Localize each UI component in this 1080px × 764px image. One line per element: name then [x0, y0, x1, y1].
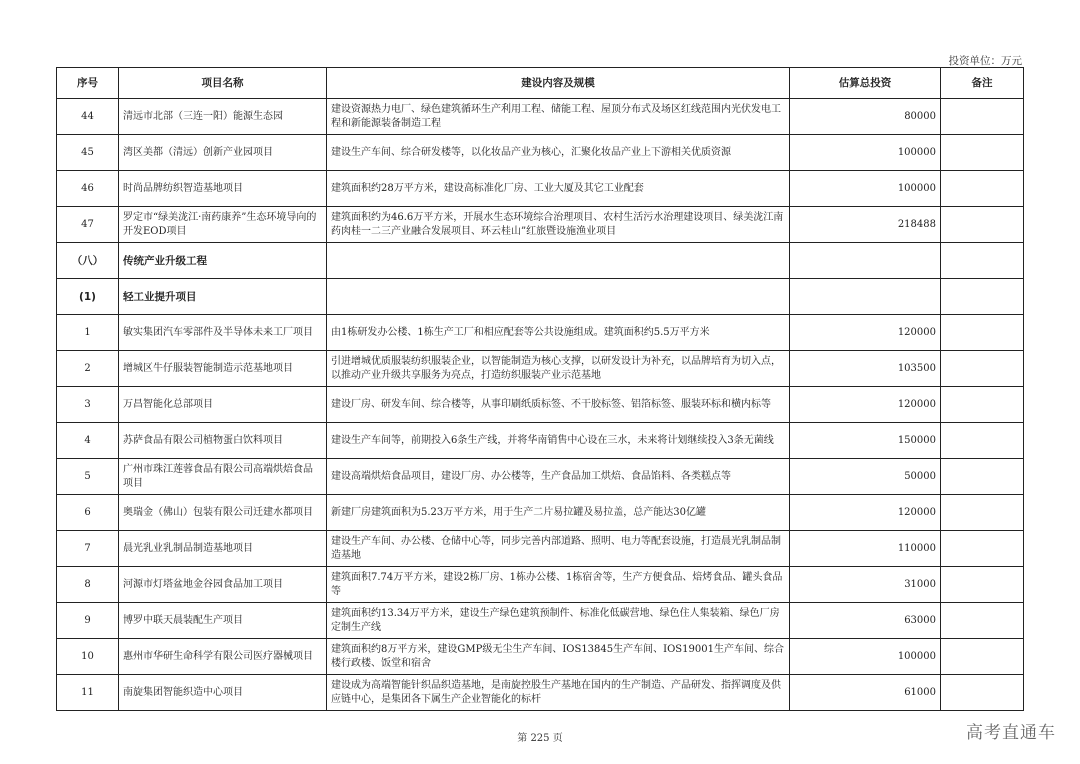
row-remark	[941, 387, 1024, 423]
header-project-name: 项目名称	[119, 68, 327, 99]
row-content: 新建厂房建筑面积为5.23万平方米，用于生产二片易拉罐及易拉盖，总产能达30亿罐	[327, 495, 790, 531]
row-project-name: 增城区牛仔服装智能制造示范基地项目	[119, 351, 327, 387]
row-investment: 120000	[790, 315, 941, 351]
row-project-name: 湾区美都（清远）创新产业园项目	[119, 135, 327, 171]
table-row	[57, 99, 1024, 135]
row-remark	[941, 639, 1024, 675]
section-title: 轻工业提升项目	[119, 279, 327, 315]
table-row	[57, 603, 1024, 639]
header-index: 序号	[57, 68, 119, 99]
row-content: 建设生产车间等，前期投入6条生产线，并将华南销售中心设在三水，未来将计划继续投入3条无菌线	[327, 423, 790, 459]
row-content: 建筑面积7.74万平方米，建设2栋厂房、1栋办公楼、1栋宿舍等，生产方便食品、焙烤食品、罐头食品等	[327, 567, 790, 603]
table-row	[57, 639, 1024, 675]
section-index: (1)	[57, 279, 119, 315]
row-remark	[941, 171, 1024, 207]
page-number: 第 225 页	[517, 733, 563, 744]
row-remark	[941, 207, 1024, 243]
row-content: 建设高端烘焙食品项目，建设厂房、办公楼等，生产食品加工烘焙、食品馅料、各类糕点等	[327, 459, 790, 495]
section-investment	[790, 279, 941, 315]
row-index: 44	[57, 99, 119, 135]
row-investment: 120000	[790, 387, 941, 423]
row-remark	[941, 135, 1024, 171]
row-index: 1	[57, 315, 119, 351]
row-remark	[941, 495, 1024, 531]
table-row	[57, 207, 1024, 243]
row-remark	[941, 567, 1024, 603]
row-investment: 61000	[790, 675, 941, 711]
row-investment: 63000	[790, 603, 941, 639]
row-content: 引进增城优质服装纺织服装企业，以智能制造为核心支撑，以研发设计为补充，以品牌培育为切入点，以推动产业升级共享服务为亮点，打造纺织服装产业示范基地	[327, 351, 790, 387]
row-project-name: 清远市北部（三连一阳）能源生态园	[119, 99, 327, 135]
table-row	[57, 351, 1024, 387]
row-remark	[941, 315, 1024, 351]
row-investment: 50000	[790, 459, 941, 495]
row-index: 8	[57, 567, 119, 603]
row-remark	[941, 351, 1024, 387]
table-row	[57, 135, 1024, 171]
row-content: 建设厂房、研发车间、综合楼等，从事印刷纸质标签、不干胶标签、铝箔标签、服装环标和横内标等	[327, 387, 790, 423]
table-row	[57, 567, 1024, 603]
row-content: 建设成为高端智能针织品织造基地，是南旋控股生产基地在国内的生产制造、产品研发、指挥调度及供应链中心，是集团各下属生产企业智能化的标杆	[327, 675, 790, 711]
project-table	[56, 67, 1024, 711]
row-investment: 100000	[790, 171, 941, 207]
row-project-name: 苏萨食品有限公司植物蛋白饮料项目	[119, 423, 327, 459]
row-investment: 31000	[790, 567, 941, 603]
section-remark	[941, 279, 1024, 315]
row-index: 4	[57, 423, 119, 459]
row-project-name: 奥瑞金（佛山）包装有限公司迁建水都项目	[119, 495, 327, 531]
row-index: 6	[57, 495, 119, 531]
row-investment: 150000	[790, 423, 941, 459]
row-index: 7	[57, 531, 119, 567]
table-header-row	[57, 68, 1024, 99]
row-index: 46	[57, 171, 119, 207]
header-investment: 估算总投资	[790, 68, 941, 99]
table-row	[57, 387, 1024, 423]
row-content: 由1栋研发办公楼、1栋生产工厂和相应配套等公共设施组成。建筑面积约5.5万平方米	[327, 315, 790, 351]
row-investment: 218488	[790, 207, 941, 243]
watermark-text: 高考直通车	[966, 723, 1056, 743]
section-investment	[790, 243, 941, 279]
row-investment: 103500	[790, 351, 941, 387]
table-row	[57, 495, 1024, 531]
row-investment: 80000	[790, 99, 941, 135]
header-remark: 备注	[941, 68, 1024, 99]
table-row	[57, 675, 1024, 711]
investment-unit-label: 投资单位：万元	[948, 55, 1022, 67]
row-project-name: 河源市灯塔盆地金谷园食品加工项目	[119, 567, 327, 603]
row-remark	[941, 675, 1024, 711]
section-remark	[941, 243, 1024, 279]
section-title: 传统产业升级工程	[119, 243, 327, 279]
table-row	[57, 531, 1024, 567]
row-content: 建设资源热力电厂、绿色建筑循环生产利用工程、储能工程、屋顶分布式及场区红线范围内光伏发电工程和新能源装备制造工程	[327, 99, 790, 135]
row-index: 2	[57, 351, 119, 387]
row-remark	[941, 459, 1024, 495]
row-index: 45	[57, 135, 119, 171]
table-row	[57, 423, 1024, 459]
table-row	[57, 459, 1024, 495]
header-content: 建设内容及规模	[327, 68, 790, 99]
row-investment: 120000	[790, 495, 941, 531]
section-content	[327, 279, 790, 315]
row-index: 9	[57, 603, 119, 639]
row-project-name: 晨光乳业乳制品制造基地项目	[119, 531, 327, 567]
row-remark	[941, 99, 1024, 135]
section-row	[57, 279, 1024, 315]
row-content: 建筑面积约为46.6万平方米，开展水生态环境综合治理项目、农村生活污水治理建设项目、绿美泷江南药肉桂一二三产业融合发展项目、环云桂山”红旅暨设施渔业项目	[327, 207, 790, 243]
row-investment: 100000	[790, 639, 941, 675]
row-project-name: 万昌智能化总部项目	[119, 387, 327, 423]
row-project-name: 罗定市“绿美泷江·南药康养”生态环境导向的开发EOD项目	[119, 207, 327, 243]
row-index: 10	[57, 639, 119, 675]
table-row	[57, 315, 1024, 351]
row-remark	[941, 531, 1024, 567]
row-remark	[941, 423, 1024, 459]
row-project-name: 时尚品牌纺织智造基地项目	[119, 171, 327, 207]
section-content	[327, 243, 790, 279]
row-index: 47	[57, 207, 119, 243]
row-investment: 100000	[790, 135, 941, 171]
row-content: 建设生产车间、综合研发楼等，以化妆品产业为核心，汇聚化妆品产业上下游相关优质资源	[327, 135, 790, 171]
row-content: 建设生产车间、办公楼、仓储中心等，同步完善内部道路、照明、电力等配套设施，打造晨光乳制品制造基地	[327, 531, 790, 567]
row-investment: 110000	[790, 531, 941, 567]
row-index: 5	[57, 459, 119, 495]
row-project-name: 广州市珠江莲蓉食品有限公司高端烘焙食品项目	[119, 459, 327, 495]
row-content: 建筑面积约13.34万平方米，建设生产绿色建筑预制件、标准化低碳营地、绿色住人集装箱、绿色厂房定制生产线	[327, 603, 790, 639]
row-project-name: 博罗中联天晨装配生产项目	[119, 603, 327, 639]
row-project-name: 南旋集团智能织造中心项目	[119, 675, 327, 711]
row-remark	[941, 603, 1024, 639]
row-project-name: 敏实集团汽车零部件及半导体未来工厂项目	[119, 315, 327, 351]
section-row	[57, 243, 1024, 279]
section-index: （八）	[57, 243, 119, 279]
row-project-name: 惠州市华研生命科学有限公司医疗器械项目	[119, 639, 327, 675]
row-content: 建筑面积约8万平方米，建设GMP级无尘生产车间、IOS13845生产车间、IOS19001生产车间、综合楼行政楼、饭堂和宿舍	[327, 639, 790, 675]
row-content: 建筑面积约28万平方米，建设高标准化厂房、工业大厦及其它工业配套	[327, 171, 790, 207]
row-index: 3	[57, 387, 119, 423]
table-row	[57, 171, 1024, 207]
row-index: 11	[57, 675, 119, 711]
